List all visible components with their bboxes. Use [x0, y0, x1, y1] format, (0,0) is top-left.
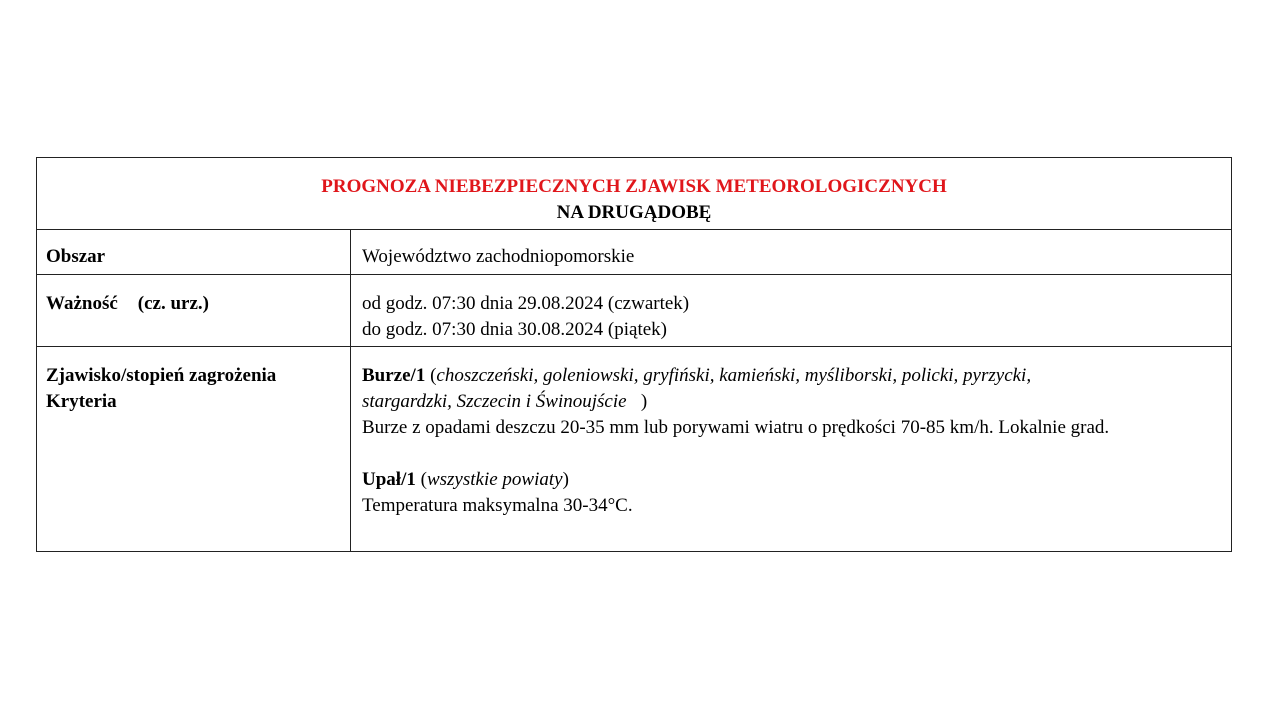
- area-value: Województwo zachodniopomorskie: [362, 246, 635, 267]
- validity-label-cell: [37, 275, 351, 347]
- heat-heading: Upał/1: [362, 469, 416, 490]
- area-value-cell: [351, 230, 1232, 275]
- validity-label: Ważność: [46, 293, 118, 314]
- table-title: [37, 158, 1232, 230]
- criteria-label: Kryteria: [46, 391, 117, 412]
- phenomenon-label: Zjawisko/stopień zagrożenia: [46, 365, 277, 386]
- phenomenon-value-cell: [351, 347, 1232, 552]
- validity-to: do godz. 07:30 dnia 30.08.2024 (piątek): [362, 319, 668, 340]
- validity-value-cell: [351, 275, 1232, 347]
- storms-counties-1: choszczeński, goleniowski, gryfiński, kamieński, myśliborski, policki, pyrzycki,: [436, 365, 1032, 386]
- validity-label-sub: (cz. urz.): [137, 293, 209, 314]
- area-label-cell: [37, 230, 351, 275]
- warning-table: [36, 157, 1232, 552]
- storms-open-paren: (: [425, 365, 437, 386]
- heat-description: Temperatura maksymalna 30-34°C.: [362, 495, 633, 516]
- title-main: PROGNOZA NIEBEZPIECZNYCH ZJAWISK METEOROLOGICZNYCH: [321, 176, 947, 197]
- storms-heading: Burze/1: [362, 365, 426, 386]
- storms-counties-2: stargardzki, Szczecin i Świnoujście: [362, 391, 627, 412]
- storms-line1: [362, 363, 1201, 389]
- area-label: Obszar: [46, 246, 106, 267]
- heat-line1: [362, 467, 1201, 493]
- heat-open-paren: (: [415, 469, 427, 490]
- phenomenon-label-cell: [37, 347, 351, 552]
- storms-line2: [362, 389, 1201, 415]
- heat-counties: wszystkie powiaty: [426, 469, 563, 490]
- heat-close-paren: ): [562, 469, 569, 490]
- title-sub: NA DRUGĄDOBĘ: [556, 202, 712, 223]
- storms-close-paren: ): [626, 391, 648, 412]
- storms-description: Burze z opadami deszczu 20-35 mm lub porywami wiatru o prędkości 70-85 km/h. Lokalnie grad.: [362, 417, 1110, 438]
- validity-from: od godz. 07:30 dnia 29.08.2024 (czwartek): [362, 293, 690, 314]
